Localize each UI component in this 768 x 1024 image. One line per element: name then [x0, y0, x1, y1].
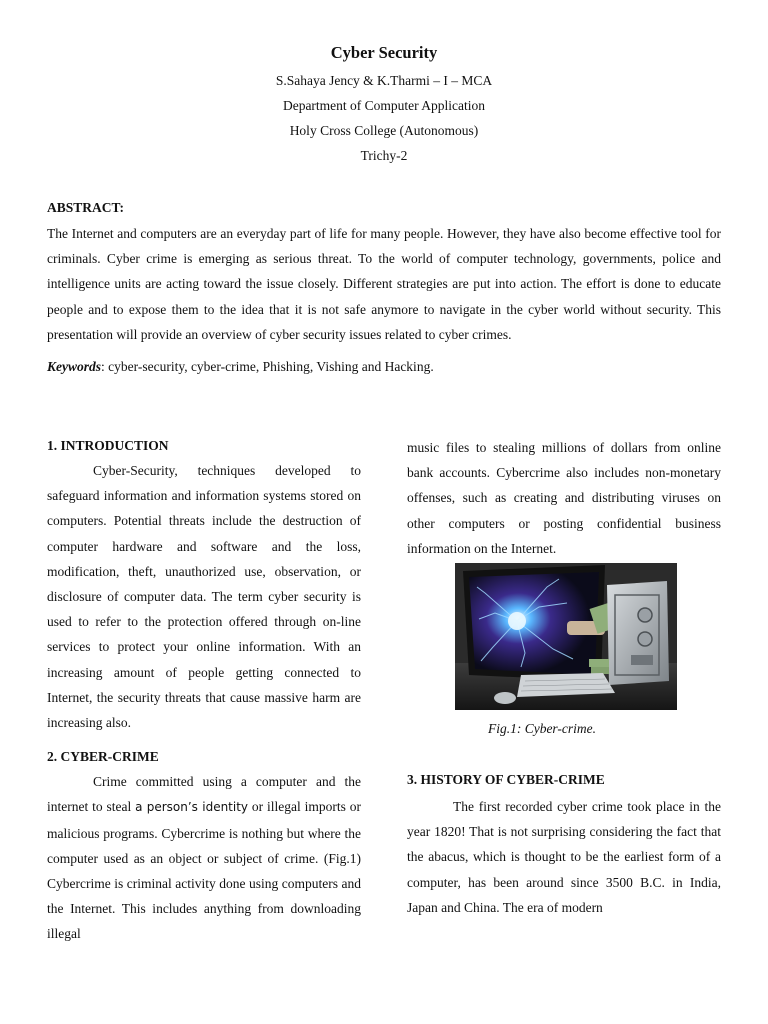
cybercrime-text-part2: or illegal imports or malicious programs. Cybercrime is nothing but where the computer used as an object or subject of crime. (Fig.1) Cybercrime is criminal activity done using computers and the Internet. This includes anything from downloading illegal: [47, 799, 361, 942]
paper-city: Trichy-2: [360, 148, 408, 163]
cybercrime-text: [47, 769, 361, 946]
cyber-crime-figure: [455, 563, 677, 710]
left-column: [47, 436, 361, 947]
right-column-bottom: [407, 770, 721, 920]
paper-authors: S.Sahaya Jency & K.Tharmi – I – MCA: [275, 73, 493, 88]
cybercrime-text-part1: Crime committed using a computer and the internet to steal: [47, 774, 361, 815]
history-heading: 3. HISTORY OF CYBER-CRIME: [407, 772, 605, 787]
cybercrime-heading: 2. CYBER-CRIME: [47, 749, 159, 765]
abstract-heading: ABSTRACT:: [47, 200, 125, 215]
paper-college: Holy Cross College (Autonomous): [289, 123, 479, 138]
keywords-line: [47, 357, 721, 377]
introduction-text: Cyber-Security, techniques developed to safeguard information and information systems stored on computers. Potential threats include the destruction of computer hardware and software and the loss, modification, theft, unauthorized use, observation, or disclosure of computer data. The term cyber security is used to refer to the protection offered through on-line services to protect your online information. With an increasing amount of people getting connected to Internet, the security threats that cause massive harm are increasing also.: [47, 463, 361, 731]
introduction-heading: 1. INTRODUCTION: [47, 438, 169, 453]
right-column-top: [407, 435, 721, 561]
abstract-section: [47, 198, 721, 377]
keywords-text: : cyber-security, cyber-crime, Phishing, Vishing and Hacking.: [101, 359, 434, 375]
cybercrime-continuation-text: music files to stealing millions of dollars from online bank accounts. Cybercrime also includes non-monetary offenses, such as creating and distributing viruses on other computers or posting confidential business information on the Internet.: [407, 440, 721, 556]
paper-department: Department of Computer Application: [282, 98, 486, 113]
paper-header: [0, 42, 768, 168]
paper-title: Cyber Security: [330, 43, 438, 62]
cybercrime-text-identity: a person’s identity: [135, 800, 249, 815]
cyber-crime-illustration: [455, 563, 677, 710]
figure-caption: Fig.1: Cyber-crime.: [487, 721, 597, 736]
keywords-label: Keywords: [47, 359, 101, 375]
history-text: The first recorded cyber crime took place in the year 1820! That is not surprising considering the fact that the abacus, which is thought to be the earliest form of a computer, has been around since 3500 B.C. in India, Japan and China. The era of modern: [407, 799, 721, 915]
abstract-text: The Internet and computers are an everyday part of life for many people. However, they have also become effective tool for criminals. Cyber crime is emerging as serious threat. To the world of computer technology, governments, police and intelligence units are acting toward the issue closely. Different strategies are put into action. The effort is done to educate people and to expose them to the idea that it is not safe anymore to navigate in the cyber world without security. This presentation will provide an overview of cyber security issues related to cyber crimes.: [47, 226, 721, 342]
